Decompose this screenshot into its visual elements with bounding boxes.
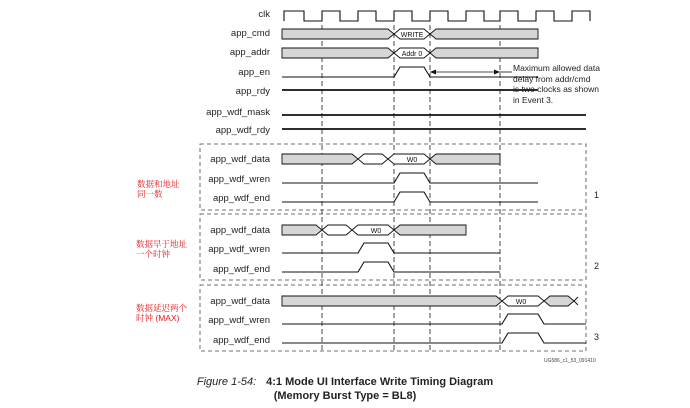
group2-end-waveform	[282, 262, 500, 272]
cn-note-1	[137, 179, 197, 199]
signal-label-app-cmd: app_cmd	[230, 28, 270, 39]
figure-caption	[0, 376, 690, 388]
caption-title: 4:1 Mode UI Interface Write Timing Diagram	[266, 376, 494, 388]
g1-label-wren: app_wdf_wren	[208, 174, 270, 185]
group-number-1: 1	[594, 190, 600, 200]
note-line-2: delay from addr/cmd	[513, 73, 591, 84]
group2-wren-waveform	[282, 243, 500, 253]
signal-label-clk: clk	[258, 9, 270, 20]
cn-note-2-line-2: 一个时钟	[136, 249, 171, 259]
g2-label-wren: app_wdf_wren	[208, 244, 270, 255]
group-number-3: 3	[594, 332, 600, 342]
signal-label-app-rdy: app_rdy	[235, 86, 270, 97]
note-line-4: in Event 3.	[513, 94, 554, 105]
g3-label-wren: app_wdf_wren	[208, 315, 270, 326]
g1-label-end: app_wdf_end	[212, 193, 270, 204]
caption-figure-number: Figure 1-54:	[196, 376, 257, 388]
g2-label-end: app_wdf_end	[212, 264, 270, 275]
group3-wren-waveform	[282, 314, 586, 324]
note-line-3: is two clocks as shown	[513, 84, 599, 94]
write-label: WRITE	[400, 32, 424, 39]
cn-note-1-line-2: 同一数	[137, 189, 163, 199]
signal-label-app-wdf-rdy: app_wdf_rdy	[215, 125, 270, 136]
group3-end-waveform	[282, 333, 586, 343]
cn-note-2-line-1: 数据早于地址	[136, 239, 188, 249]
cn-note-3-line-2: 时钟 (MAX)	[136, 313, 180, 323]
group-number-2: 2	[594, 261, 600, 271]
signal-label-app-wdf-mask: app_wdf_mask	[206, 107, 270, 118]
group1-data-waveform	[282, 154, 500, 164]
cn-note-3	[136, 303, 196, 323]
figure-subtitle-row	[0, 390, 690, 402]
signal-label-app-en: app_en	[238, 67, 270, 78]
signal-label-app-addr: app_addr	[229, 47, 270, 58]
w0-label-1: W0	[406, 157, 418, 164]
g3-label-data: app_wdf_data	[210, 296, 270, 307]
note-line-1: Maximum allowed data	[513, 63, 600, 73]
cn-note-2	[136, 239, 196, 259]
g3-label-end: app_wdf_end	[212, 335, 270, 346]
figure-reference: UG586_c1_53_091410	[544, 358, 596, 364]
g2-label-data: app_wdf_data	[210, 225, 270, 236]
clk-waveform	[284, 11, 590, 21]
cn-note-1-line-1: 数据和地址	[137, 179, 180, 189]
delay-note	[513, 63, 608, 105]
w0-label-2: W0	[370, 228, 382, 235]
addr0-label: Addr 0	[401, 51, 423, 58]
caption-subtitle: (Memory Burst Type = BL8)	[273, 390, 417, 402]
cn-note-3-line-1: 数据延迟两个	[136, 303, 188, 313]
g1-label-data: app_wdf_data	[210, 154, 270, 165]
w0-label-3: W0	[515, 299, 527, 306]
group3-data-waveform	[282, 296, 574, 306]
